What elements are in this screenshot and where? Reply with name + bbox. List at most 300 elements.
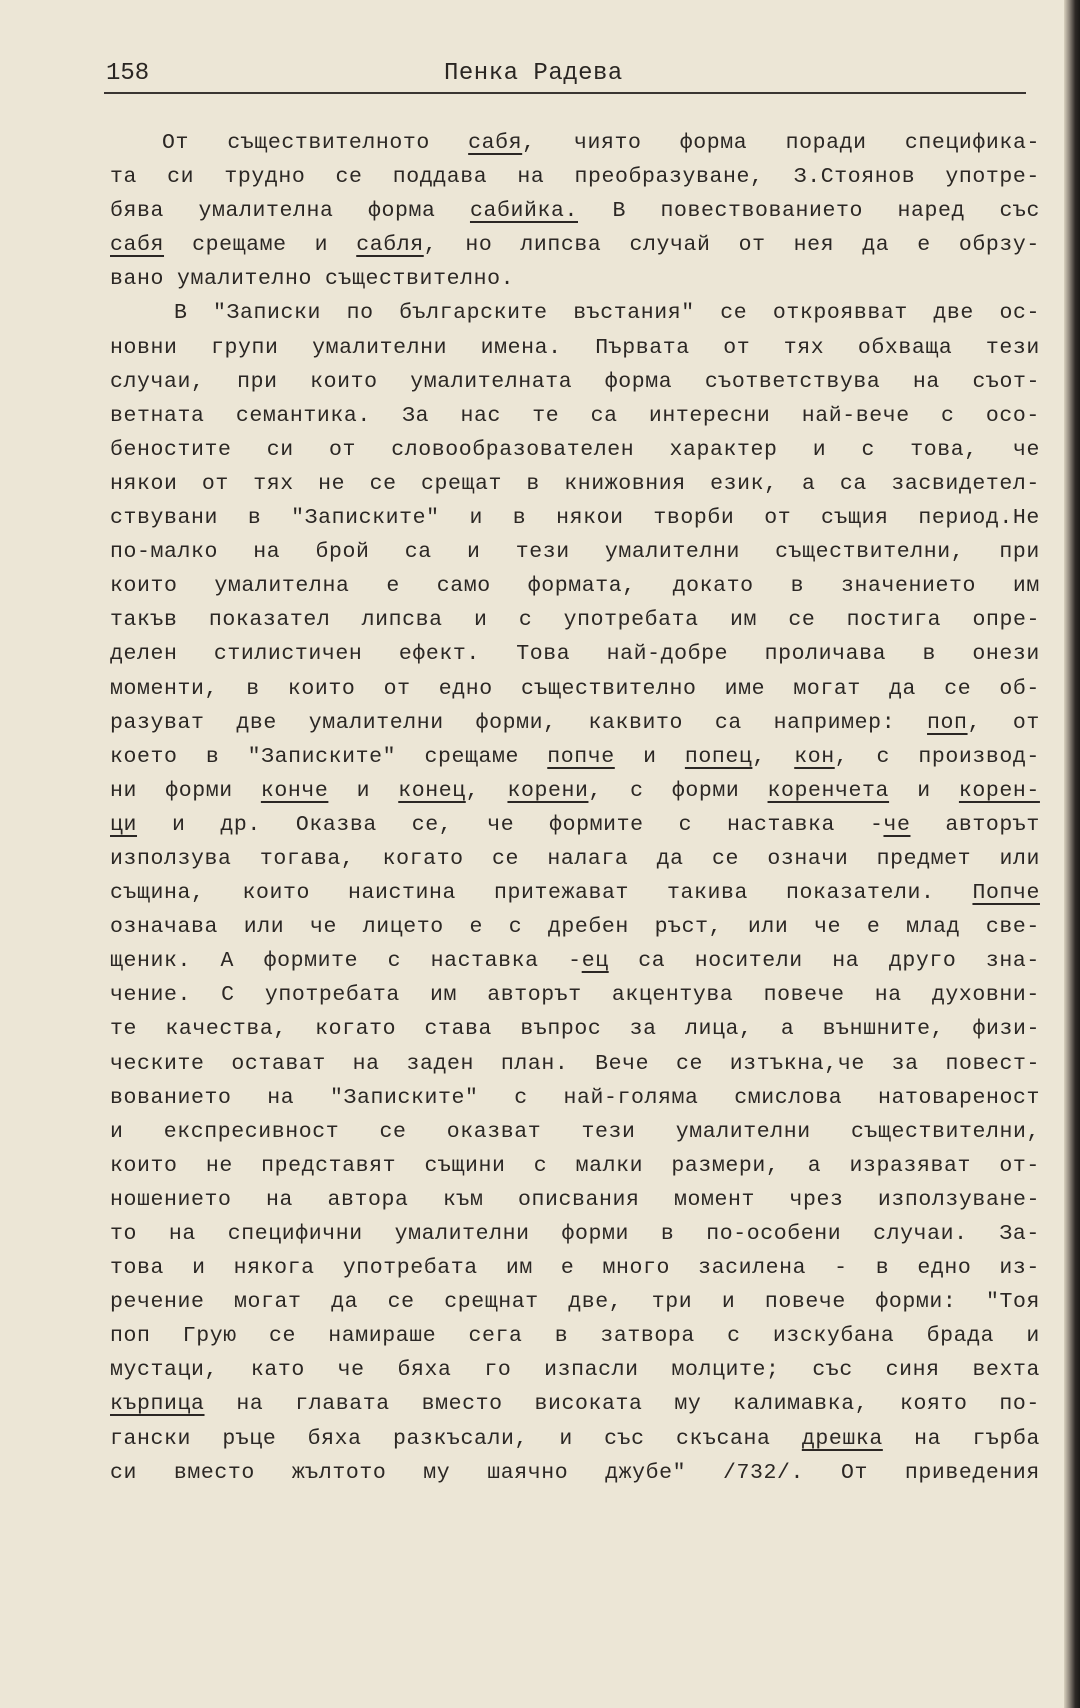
word: се	[268, 1324, 296, 1349]
word: са	[590, 403, 618, 428]
word: бяха	[307, 1426, 362, 1451]
word: и	[466, 540, 481, 565]
word: в	[554, 1324, 569, 1349]
word: се	[387, 1290, 415, 1315]
word: мустаци,	[110, 1358, 219, 1383]
underlined-word: попец	[684, 744, 753, 769]
word: засвидетел-	[891, 471, 1040, 496]
word: че	[487, 812, 515, 837]
text-line	[110, 1217, 1040, 1251]
word: им	[730, 608, 758, 633]
word: З.Стоянов	[793, 165, 916, 190]
word: срещаме	[424, 744, 519, 769]
word: българските	[399, 301, 548, 326]
word: форма	[604, 369, 673, 394]
word: разуват	[110, 710, 205, 735]
word: и	[559, 1426, 573, 1451]
word: шаячно	[487, 1460, 569, 1485]
word: физи-	[972, 1017, 1040, 1042]
word: и	[812, 437, 827, 462]
word: С	[221, 983, 235, 1008]
word: на	[352, 1051, 380, 1076]
word: се	[369, 471, 397, 496]
text-line	[110, 808, 1040, 842]
text-line	[110, 876, 1040, 910]
word: интересни	[648, 403, 771, 428]
word: са	[638, 949, 666, 974]
word: чиято	[573, 131, 642, 155]
word: в	[526, 471, 540, 496]
word: ношението	[110, 1187, 232, 1212]
word: се	[335, 165, 363, 190]
word: се,	[411, 812, 453, 837]
word	[959, 774, 1040, 808]
word: чение.	[110, 983, 192, 1008]
text-line	[110, 1081, 1040, 1115]
word: кон,	[794, 744, 849, 769]
word: и	[474, 608, 488, 633]
word: на	[914, 1426, 942, 1451]
word: и	[1026, 1324, 1040, 1349]
word: с	[508, 915, 523, 940]
word: от	[738, 233, 766, 258]
word: съществителни,	[850, 1119, 1040, 1144]
text-line	[110, 637, 1040, 671]
word: поп,	[927, 710, 982, 735]
word: групи	[211, 335, 279, 360]
word: в	[875, 1256, 890, 1281]
word: тях	[253, 471, 294, 496]
word	[110, 1387, 205, 1421]
word: което	[110, 744, 178, 769]
word: духовни-	[931, 983, 1040, 1008]
text-line	[110, 944, 1040, 978]
word: и	[171, 812, 186, 837]
word: От	[162, 131, 190, 155]
word: лица,	[684, 1017, 753, 1042]
word: когато	[315, 1017, 397, 1042]
word: означава	[110, 915, 219, 940]
word: -	[834, 1256, 848, 1281]
word: използува	[110, 846, 232, 871]
underlined-word: попче	[547, 744, 615, 769]
word: "Записките"	[291, 506, 440, 531]
word: са	[839, 471, 867, 496]
word: които	[310, 369, 378, 394]
word: поп	[110, 1324, 151, 1349]
word: акцентува	[611, 983, 734, 1008]
word: се	[492, 846, 520, 871]
word: в	[790, 574, 805, 599]
word: формите	[263, 949, 359, 974]
word: сабя,	[468, 131, 536, 155]
underlined-word: корени	[507, 778, 589, 803]
word: използуване-	[877, 1187, 1040, 1212]
word: нас	[460, 403, 501, 428]
text-line	[110, 160, 1040, 194]
word: с	[533, 1153, 548, 1178]
word: си	[110, 1460, 138, 1485]
word: е	[866, 915, 881, 940]
word: да	[889, 676, 917, 701]
word: едно	[438, 676, 493, 701]
word: по-	[999, 1392, 1040, 1417]
underlined-word: Попче	[972, 881, 1040, 906]
word: налага	[547, 846, 629, 871]
word: се	[711, 846, 739, 871]
word: да	[331, 1290, 359, 1315]
word: формата,	[527, 574, 636, 599]
text-line	[110, 1422, 1040, 1456]
word: с	[678, 812, 693, 837]
word: поради	[785, 131, 867, 155]
word: вместо	[173, 1460, 255, 1485]
word: които	[287, 676, 356, 701]
word: специфични	[227, 1222, 363, 1246]
word: в	[660, 1222, 675, 1246]
word: или	[999, 846, 1040, 871]
word: приведения	[904, 1460, 1040, 1485]
word: калимавка,	[733, 1392, 869, 1417]
word: др.	[220, 812, 261, 837]
underlined-word: корен-	[958, 778, 1040, 803]
word	[547, 740, 615, 774]
word: не	[205, 1153, 233, 1178]
word: две	[236, 710, 277, 735]
word: Грую	[182, 1324, 237, 1349]
text-line	[110, 535, 1040, 569]
word: и	[721, 1290, 736, 1315]
word: умалителната	[410, 369, 573, 394]
word: откроявват	[772, 301, 908, 326]
word: език,	[710, 471, 778, 496]
word: словообразователен	[391, 437, 635, 462]
word: като	[250, 1358, 305, 1383]
underlined-word: че	[883, 812, 911, 837]
word: носители	[694, 949, 803, 974]
word: За-	[999, 1222, 1040, 1246]
word: която	[900, 1392, 968, 1417]
word: въстания"	[573, 301, 695, 326]
word: такъв	[110, 608, 178, 633]
text-line	[110, 1149, 1040, 1183]
word: изтъкна,че	[729, 1051, 865, 1076]
word: джубе"	[605, 1460, 687, 1485]
word: показател	[208, 608, 331, 633]
word: малки	[575, 1153, 644, 1178]
word: новни	[110, 335, 178, 360]
header-rule	[104, 92, 1026, 94]
word: речение	[110, 1290, 205, 1315]
word: да	[862, 233, 890, 258]
word: че	[337, 1358, 365, 1383]
text-line	[110, 262, 1040, 296]
word: друго	[888, 949, 957, 974]
text-line	[110, 740, 1040, 774]
word: същина,	[110, 881, 205, 906]
word: ветната	[110, 403, 205, 428]
word: докато	[672, 574, 754, 599]
word: по-малко	[110, 540, 219, 565]
underlined-word: дрешка	[801, 1426, 883, 1451]
underlined-word: кърпица	[110, 1392, 205, 1417]
text-line	[110, 1285, 1040, 1319]
word: формите	[549, 812, 644, 837]
word: бяха	[397, 1358, 452, 1383]
word: гански	[110, 1426, 192, 1451]
word: "Записки	[213, 301, 322, 326]
word: разкъсали,	[392, 1426, 529, 1451]
word: размери,	[671, 1153, 780, 1178]
word: външните,	[822, 1017, 945, 1042]
word: в	[246, 676, 260, 701]
word: на	[517, 165, 545, 190]
word: с	[727, 1324, 741, 1349]
word: -че	[869, 812, 911, 837]
word: употре-	[945, 165, 1040, 190]
text-line	[110, 399, 1040, 433]
word: засилена	[698, 1256, 807, 1281]
word: молците;	[671, 1358, 780, 1383]
word: оказват	[446, 1119, 542, 1144]
word: са	[404, 540, 432, 565]
underlined-word: конче	[260, 778, 329, 803]
word: умалително	[177, 267, 313, 292]
underlined-word: сабля	[356, 233, 424, 258]
word: -ец	[568, 949, 609, 974]
word: специфика-	[904, 131, 1040, 155]
word: ръст,	[654, 915, 723, 940]
text-line	[110, 1353, 1040, 1387]
word: ръце	[222, 1426, 277, 1451]
word: в	[922, 642, 936, 667]
word: брада	[926, 1324, 995, 1349]
word: наистина	[347, 881, 456, 906]
word	[261, 774, 329, 808]
word: делен	[110, 642, 178, 667]
word: корени,	[507, 778, 602, 803]
word: ефект.	[398, 642, 480, 667]
word: проличава	[764, 642, 887, 667]
word: а	[802, 471, 816, 496]
text-line	[110, 331, 1040, 365]
word: главата	[295, 1392, 390, 1417]
word: които	[110, 1153, 178, 1178]
word: и	[192, 1256, 206, 1281]
text-line	[110, 194, 1040, 228]
word: експресивност	[163, 1119, 340, 1144]
word: случай	[629, 233, 711, 258]
word: ствувани	[110, 506, 219, 531]
word: тях	[783, 335, 825, 360]
word: вехта	[972, 1358, 1040, 1383]
text-line	[110, 467, 1040, 501]
word: се	[379, 1119, 407, 1144]
word: съот-	[972, 369, 1040, 394]
word: повест-	[945, 1051, 1040, 1076]
word: съществително	[520, 676, 697, 701]
word: се	[788, 608, 816, 633]
word: стилистичен	[213, 642, 363, 667]
word: е	[917, 233, 931, 258]
body-text	[110, 126, 1040, 1490]
word: умалителни	[675, 1119, 811, 1144]
word: някои	[110, 471, 178, 496]
word: го	[484, 1358, 512, 1383]
word: ни	[110, 778, 138, 803]
word: че	[814, 915, 842, 940]
word: за	[629, 1017, 657, 1042]
word: вованието	[110, 1085, 232, 1110]
word: /732/.	[723, 1460, 805, 1485]
word: представят	[261, 1153, 397, 1178]
word: случаи,	[110, 369, 205, 394]
text-line	[110, 501, 1040, 535]
word: само	[436, 574, 491, 599]
word: затвора	[600, 1324, 695, 1349]
word: употребата	[342, 1256, 478, 1281]
word: те	[110, 1017, 138, 1042]
word: се	[675, 1051, 703, 1076]
word: много	[602, 1256, 670, 1281]
text-line	[110, 1047, 1040, 1081]
word: и	[314, 233, 329, 258]
word: повествованието	[660, 199, 863, 224]
word: три	[651, 1290, 693, 1315]
word: високата	[534, 1392, 643, 1417]
word: в	[512, 506, 527, 531]
word: на	[266, 1187, 294, 1212]
word: те	[532, 403, 560, 428]
word: "Записките"	[329, 1085, 479, 1110]
word: попец,	[684, 744, 766, 769]
word: За	[402, 403, 430, 428]
page-number: 158	[106, 60, 150, 87]
word: на	[832, 949, 860, 974]
text-line	[110, 433, 1040, 467]
text-line	[110, 1183, 1040, 1217]
word: от	[1012, 710, 1040, 735]
text-line	[110, 978, 1040, 1012]
word: но	[465, 233, 493, 258]
word: такива	[666, 881, 748, 906]
word: съответствува	[704, 369, 881, 394]
word: по	[346, 301, 374, 326]
word: наставка	[430, 949, 539, 974]
word: план.	[500, 1051, 569, 1076]
word	[470, 194, 578, 228]
word: млад	[906, 915, 961, 940]
word: из-	[999, 1256, 1040, 1281]
word: све-	[985, 915, 1040, 940]
word: описвания	[517, 1187, 640, 1212]
word: е	[560, 1256, 575, 1281]
word: някога	[233, 1256, 315, 1281]
underlined-word: коренчета	[767, 778, 890, 803]
text-line	[110, 1456, 1040, 1490]
word: му	[674, 1392, 702, 1417]
word: умалителни	[312, 335, 448, 360]
word: и	[356, 778, 371, 803]
word: си	[167, 165, 195, 190]
word: със	[812, 1358, 853, 1383]
word: умалителни	[604, 540, 740, 565]
word: същини	[424, 1153, 506, 1178]
word: изскубана	[772, 1324, 895, 1349]
word: постига	[846, 608, 942, 633]
word: автора	[327, 1187, 409, 1212]
word: с	[876, 744, 891, 769]
word: "Записките"	[247, 744, 397, 769]
word: книжовния	[564, 471, 686, 496]
word: с	[630, 778, 644, 803]
word: наставка	[727, 812, 836, 837]
word: или	[747, 915, 789, 940]
word: срещат	[420, 471, 502, 496]
word: натовареност	[877, 1085, 1040, 1110]
word: ческите	[110, 1051, 205, 1076]
word: дребен	[547, 915, 629, 940]
word: с	[861, 437, 875, 462]
word: съществително.	[325, 267, 515, 292]
word: могат	[234, 1290, 302, 1315]
word: вместо	[421, 1392, 503, 1417]
word: когато	[382, 846, 464, 871]
word: му	[423, 1460, 451, 1485]
text-line	[110, 1251, 1040, 1285]
word: умалителна	[214, 574, 350, 599]
word: се	[944, 676, 972, 701]
word: и	[643, 744, 657, 769]
word: на	[912, 369, 940, 394]
word: които	[110, 574, 178, 599]
word: съществителни,	[775, 540, 965, 565]
word: синя	[885, 1358, 940, 1383]
word: на	[874, 983, 902, 1008]
word: при	[237, 369, 278, 394]
word: случаи.	[873, 1222, 968, 1246]
word: зна-	[985, 949, 1040, 974]
word: преобразуване,	[574, 165, 764, 190]
word: ос-	[999, 301, 1040, 326]
word: чрез	[789, 1187, 844, 1212]
word: лицето	[362, 915, 444, 940]
word: това	[110, 1256, 165, 1281]
word: че	[309, 915, 337, 940]
word: две	[933, 301, 974, 326]
word: и	[110, 1119, 124, 1144]
word: конец,	[398, 778, 480, 803]
word: форми,	[475, 710, 557, 735]
word: тези	[985, 335, 1040, 360]
word: не	[318, 471, 346, 496]
word: остават	[231, 1051, 326, 1076]
word: при	[999, 540, 1040, 565]
word: вано	[110, 267, 165, 292]
word: с	[941, 403, 955, 428]
word: едно	[917, 1256, 972, 1281]
word: и	[469, 506, 483, 531]
text-line	[110, 126, 1040, 160]
word: тези	[581, 1119, 636, 1144]
word: или	[243, 915, 285, 940]
word: предмет	[876, 846, 972, 871]
word: е	[386, 574, 400, 599]
word: срещаме	[192, 233, 287, 258]
word: същия	[821, 506, 889, 531]
underlined-word: сабя	[468, 131, 523, 155]
word: липсва	[361, 608, 443, 633]
